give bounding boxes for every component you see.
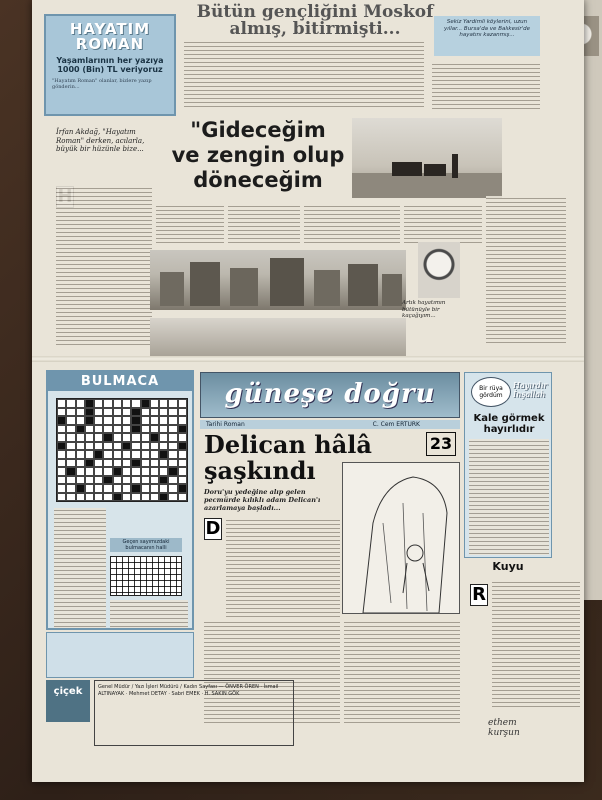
feature-headline-line-3: döneceğim — [193, 168, 323, 192]
crossword-cell[interactable] — [122, 476, 131, 485]
crossword-cell[interactable] — [168, 459, 177, 468]
crossword-cell[interactable] — [178, 425, 187, 434]
crossword-cell[interactable] — [113, 416, 122, 425]
crossword-cell[interactable] — [66, 425, 75, 434]
tree-figure-icon — [343, 463, 460, 614]
crossword-cell[interactable] — [76, 459, 85, 468]
crossword-cell[interactable] — [159, 416, 168, 425]
crossword-cell[interactable] — [113, 442, 122, 451]
crossword-cell[interactable] — [66, 493, 75, 502]
crossword-cell[interactable] — [122, 467, 131, 476]
crossword-cell[interactable] — [159, 459, 168, 468]
top-story-body-right — [432, 62, 540, 110]
crossword-cell[interactable] — [85, 484, 94, 493]
crossword-cell[interactable] — [57, 399, 66, 408]
crossword-cell[interactable] — [150, 416, 159, 425]
crossword-cell[interactable] — [150, 484, 159, 493]
serial-dek: Doru'yu yedeğine alıp gelen pecmürde kılıklı adam Delican'ı azarlamaya başladı... — [204, 488, 321, 512]
crossword-cell[interactable] — [103, 493, 112, 502]
crossword-cell[interactable] — [159, 399, 168, 408]
crossword-cell[interactable] — [66, 484, 75, 493]
crossword-cell[interactable] — [103, 399, 112, 408]
crossword-cell[interactable] — [103, 476, 112, 485]
crossword-cell[interactable] — [113, 467, 122, 476]
crossword-cell[interactable] — [57, 493, 66, 502]
crossword-cell[interactable] — [57, 459, 66, 468]
crossword-cell[interactable] — [103, 450, 112, 459]
crossword-cell[interactable] — [57, 450, 66, 459]
crossword-clues-down — [110, 600, 188, 628]
crossword-cell[interactable] — [76, 493, 85, 502]
crossword-cell[interactable] — [131, 442, 140, 451]
crossword-cell[interactable] — [150, 450, 159, 459]
crossword-cell[interactable] — [113, 476, 122, 485]
crossword-cell[interactable] — [122, 484, 131, 493]
promo-box — [44, 14, 176, 116]
crossword-cell[interactable] — [94, 467, 103, 476]
crossword-cell[interactable] — [178, 450, 187, 459]
buildings-icon — [150, 250, 406, 310]
crossword-cell[interactable] — [76, 416, 85, 425]
crossword-cell[interactable] — [66, 442, 75, 451]
crossword-cell[interactable] — [94, 484, 103, 493]
dream-script-title: Hayırdır İnşallah — [513, 381, 548, 399]
crossword-cell[interactable] — [66, 416, 75, 425]
crossword-clues-across — [54, 508, 106, 628]
crossword-cell[interactable] — [131, 416, 140, 425]
crossword-cell[interactable] — [168, 408, 177, 417]
crossword-cell[interactable] — [57, 416, 66, 425]
crossword-cell[interactable] — [94, 399, 103, 408]
crossword-cell[interactable] — [178, 484, 187, 493]
crossword-cell[interactable] — [113, 450, 122, 459]
serial-illustration — [342, 462, 460, 614]
crossword-cell[interactable] — [76, 442, 85, 451]
cicek-logo: çiçek — [46, 680, 90, 722]
serial-headline: Delican hâlâ şaşkındı — [204, 430, 372, 485]
crossword-cell[interactable] — [85, 476, 94, 485]
crossword-cell[interactable] — [141, 467, 150, 476]
crossword-cell[interactable] — [103, 442, 112, 451]
serial-banner-title: güneşe doğru — [224, 379, 436, 409]
crossword-cell[interactable] — [66, 467, 75, 476]
crossword-cell[interactable] — [94, 493, 103, 502]
crossword-cell[interactable] — [178, 408, 187, 417]
crossword-cell[interactable] — [131, 476, 140, 485]
second-dream-headline: Kuyu — [492, 560, 524, 573]
crossword-cell[interactable] — [178, 399, 187, 408]
photo-caption: Artık hayatımın bütünüyle bir kaçağıyım... — [402, 300, 446, 319]
feature-column-4 — [304, 204, 400, 244]
feature-headline — [168, 118, 348, 193]
crossword-cell[interactable] — [159, 442, 168, 451]
crossword-cell[interactable] — [122, 416, 131, 425]
crossword-cell[interactable] — [94, 450, 103, 459]
crossword-cell[interactable] — [141, 442, 150, 451]
crossword-cell[interactable] — [159, 467, 168, 476]
masthead-info: Genel Müdür / Yazı İşleri Müdürü / Kadın Sayfası — ÖNVER ÖREN · İsmail ALTINAYAK · Mehmet DETAY · Sabri EMEK · H. SAKIN GÖK — [94, 680, 294, 746]
newspaper-page — [32, 0, 584, 782]
crossword-cell[interactable] — [57, 484, 66, 493]
crossword-cell[interactable] — [168, 476, 177, 485]
crossword-cell[interactable] — [159, 450, 168, 459]
crossword-cell[interactable] — [57, 408, 66, 417]
crossword-cell[interactable] — [103, 425, 112, 434]
serial-column-1 — [226, 518, 340, 618]
crossword-cell[interactable] — [113, 484, 122, 493]
crossword-cell[interactable] — [57, 442, 66, 451]
crossword-cell[interactable] — [159, 433, 168, 442]
crossword-cell[interactable] — [131, 459, 140, 468]
feature-column-5 — [404, 204, 482, 244]
page-fold — [32, 356, 584, 362]
crossword-cell[interactable] — [57, 476, 66, 485]
crossword-cell[interactable] — [85, 433, 94, 442]
serial-author: C. Cem ERTURK — [372, 421, 420, 428]
crossword-cell[interactable] — [168, 399, 177, 408]
crossword-title: BULMACA — [48, 372, 192, 391]
crossword-cell[interactable] — [168, 493, 177, 502]
crossword-cell[interactable] — [122, 399, 131, 408]
top-headline: Bütün gençliğini Moskof almış, bitirmişti... — [196, 2, 434, 39]
crossword-cell[interactable] — [103, 408, 112, 417]
crossword-cell[interactable] — [122, 433, 131, 442]
chapter-number: 23 — [426, 432, 456, 456]
crossword-cell[interactable] — [103, 459, 112, 468]
crossword-cell[interactable] — [122, 493, 131, 502]
crossword-cell[interactable] — [122, 408, 131, 417]
crossword-cell[interactable] — [131, 450, 140, 459]
feature-headline-line-2: ve zengin olup — [171, 143, 345, 167]
crossword-cell[interactable] — [85, 442, 94, 451]
crossword-cell[interactable] — [85, 416, 94, 425]
oxen-silhouette-icon — [352, 118, 502, 198]
feature-intro: İrfan Akdağ, "Hayatım Roman" derken, acılarla, büyük bir hüzünle bize... — [56, 128, 145, 153]
crossword-cell[interactable] — [122, 425, 131, 434]
crossword-cell[interactable] — [76, 425, 85, 434]
top-story-body — [184, 40, 424, 110]
crossword-cell[interactable] — [168, 433, 177, 442]
crossword-cell[interactable] — [85, 399, 94, 408]
crossword-cell[interactable] — [76, 433, 85, 442]
crossword-cell[interactable] — [85, 467, 94, 476]
crossword-cell[interactable] — [150, 433, 159, 442]
oxen-photo — [352, 118, 502, 198]
puzzle-team-box — [46, 632, 194, 678]
serial-type: Tarihi Roman — [206, 421, 245, 428]
top-sidebar-box: Sekiz Yardimli köylerini, uzun yıllar... Bursa'da ve Balıkesir'de hayatını kazanmış... — [434, 16, 540, 56]
crossword-cell[interactable] — [131, 408, 140, 417]
crossword-cell[interactable] — [122, 459, 131, 468]
crossword-cell[interactable] — [57, 433, 66, 442]
crossword-cell[interactable] — [159, 425, 168, 434]
crossword-cell[interactable] — [168, 467, 177, 476]
crossword-cell[interactable] — [159, 484, 168, 493]
crossword-cell[interactable] — [178, 476, 187, 485]
crossword-cell[interactable] — [76, 467, 85, 476]
crossword-box — [46, 370, 194, 630]
crossword-cell[interactable] — [103, 416, 112, 425]
crossword-cell[interactable] — [103, 467, 112, 476]
crossword-cell[interactable] — [141, 416, 150, 425]
author-photo — [418, 242, 460, 298]
crossword-cell[interactable] — [113, 425, 122, 434]
feature-column-3 — [228, 204, 300, 244]
dream-body — [469, 439, 549, 555]
crossword-cell[interactable] — [159, 493, 168, 502]
crossword-cell[interactable] — [168, 442, 177, 451]
crossword-cell[interactable] — [57, 425, 66, 434]
serial-strip — [200, 420, 460, 429]
crossword-cell[interactable] — [122, 442, 131, 451]
crossword-cell[interactable] — [150, 493, 159, 502]
feature-column-2 — [156, 204, 224, 244]
crossword-cell[interactable] — [150, 399, 159, 408]
crossword-cell[interactable] — [141, 459, 150, 468]
crossword-cell[interactable] — [76, 476, 85, 485]
feature-headline-line-1: "Gideceğim — [190, 118, 326, 142]
crossword-cell[interactable] — [150, 442, 159, 451]
crossword-cell[interactable] — [113, 493, 122, 502]
crossword-cell[interactable] — [168, 450, 177, 459]
dream-dropcap: R — [470, 584, 488, 606]
crossword-cell[interactable] — [94, 433, 103, 442]
crossword-cell[interactable] — [76, 450, 85, 459]
crossword-cell[interactable] — [85, 408, 94, 417]
crossword-cell[interactable] — [122, 450, 131, 459]
crossword-cell[interactable] — [94, 425, 103, 434]
crossword-cell[interactable] — [150, 425, 159, 434]
crossword-cell[interactable] — [113, 399, 122, 408]
crossword-cell[interactable] — [131, 399, 140, 408]
crossword-cell[interactable] — [66, 433, 75, 442]
crossword-cell[interactable] — [178, 433, 187, 442]
crossword-cell[interactable] — [76, 399, 85, 408]
crossword-cell[interactable] — [113, 408, 122, 417]
houses-photo — [150, 318, 406, 358]
dream-column-box — [464, 372, 552, 558]
crossword-cell[interactable] — [168, 425, 177, 434]
crossword-cell[interactable] — [94, 442, 103, 451]
city-photo — [150, 250, 406, 310]
crossword-cell[interactable] — [94, 476, 103, 485]
crossword-cell[interactable] — [141, 484, 150, 493]
crossword-cell[interactable] — [103, 484, 112, 493]
crossword-cell[interactable] — [141, 425, 150, 434]
artist-signature: ethem kurşun — [488, 718, 520, 738]
crossword-cell[interactable] — [131, 493, 140, 502]
crossword-cell[interactable] — [85, 425, 94, 434]
crossword-cell[interactable] — [85, 459, 94, 468]
crossword-cell[interactable] — [57, 467, 66, 476]
crossword-cell[interactable] — [85, 493, 94, 502]
crossword-cell[interactable] — [150, 467, 159, 476]
crossword-cell[interactable] — [141, 493, 150, 502]
promo-subtitle: Yaşamlarının her yazıya 1000 (Bin) TL veriyoruz — [56, 56, 164, 74]
crossword-cell[interactable] — [131, 425, 140, 434]
crossword-cell[interactable] — [141, 450, 150, 459]
crossword-cell[interactable] — [178, 442, 187, 451]
crossword-cell[interactable] — [66, 476, 75, 485]
crossword-cell[interactable] — [66, 450, 75, 459]
crossword-cell[interactable] — [178, 467, 187, 476]
crossword-cell[interactable] — [113, 459, 122, 468]
solution-grid — [110, 556, 182, 596]
crossword-cell[interactable] — [178, 459, 187, 468]
crossword-cell[interactable] — [159, 476, 168, 485]
dream-bubble: Bir rüya gördüm — [471, 377, 511, 407]
crossword-cell[interactable] — [141, 476, 150, 485]
crossword-cell[interactable] — [150, 476, 159, 485]
crossword-cell[interactable] — [141, 408, 150, 417]
crossword-cell[interactable] — [94, 459, 103, 468]
dream-headline: Kale görmek hayırlıdır — [473, 413, 545, 435]
crossword-cell[interactable] — [76, 408, 85, 417]
crossword-cell[interactable] — [66, 459, 75, 468]
crossword-cell[interactable] — [85, 450, 94, 459]
crossword-cell[interactable] — [159, 408, 168, 417]
crossword-cell[interactable] — [131, 433, 140, 442]
crossword-cell[interactable] — [94, 416, 103, 425]
crossword-cell[interactable] — [76, 484, 85, 493]
second-dream-body — [492, 580, 580, 710]
feature-column-1 — [56, 186, 152, 346]
crossword-cell[interactable] — [141, 433, 150, 442]
crossword-cell[interactable] — [66, 399, 75, 408]
crossword-cell[interactable] — [131, 484, 140, 493]
crossword-cell[interactable] — [168, 484, 177, 493]
crossword-cell[interactable] — [66, 408, 75, 417]
serial-banner — [200, 372, 460, 418]
solution-label: Geçen sayımızdaki bulmacanın halli — [110, 538, 182, 552]
crossword-cell[interactable] — [168, 416, 177, 425]
crossword-cell[interactable] — [150, 408, 159, 417]
crossword-cell[interactable] — [178, 416, 187, 425]
promo-small-text: "Hayatım Roman" olanlar, bizlere yazıp gönderin... — [52, 78, 152, 90]
crossword-cell[interactable] — [141, 399, 150, 408]
serial-column-3 — [344, 620, 460, 724]
promo-title: HAYATIM ROMAN — [69, 20, 151, 53]
crossword-grid[interactable] — [56, 398, 188, 502]
crossword-cell[interactable] — [131, 467, 140, 476]
crossword-cell[interactable] — [113, 433, 122, 442]
serial-dropcap: D — [205, 518, 221, 539]
crossword-cell[interactable] — [178, 493, 187, 502]
crossword-cell[interactable] — [94, 408, 103, 417]
feature-column-6 — [486, 196, 566, 346]
crossword-cell[interactable] — [150, 459, 159, 468]
crossword-cell[interactable] — [103, 433, 112, 442]
